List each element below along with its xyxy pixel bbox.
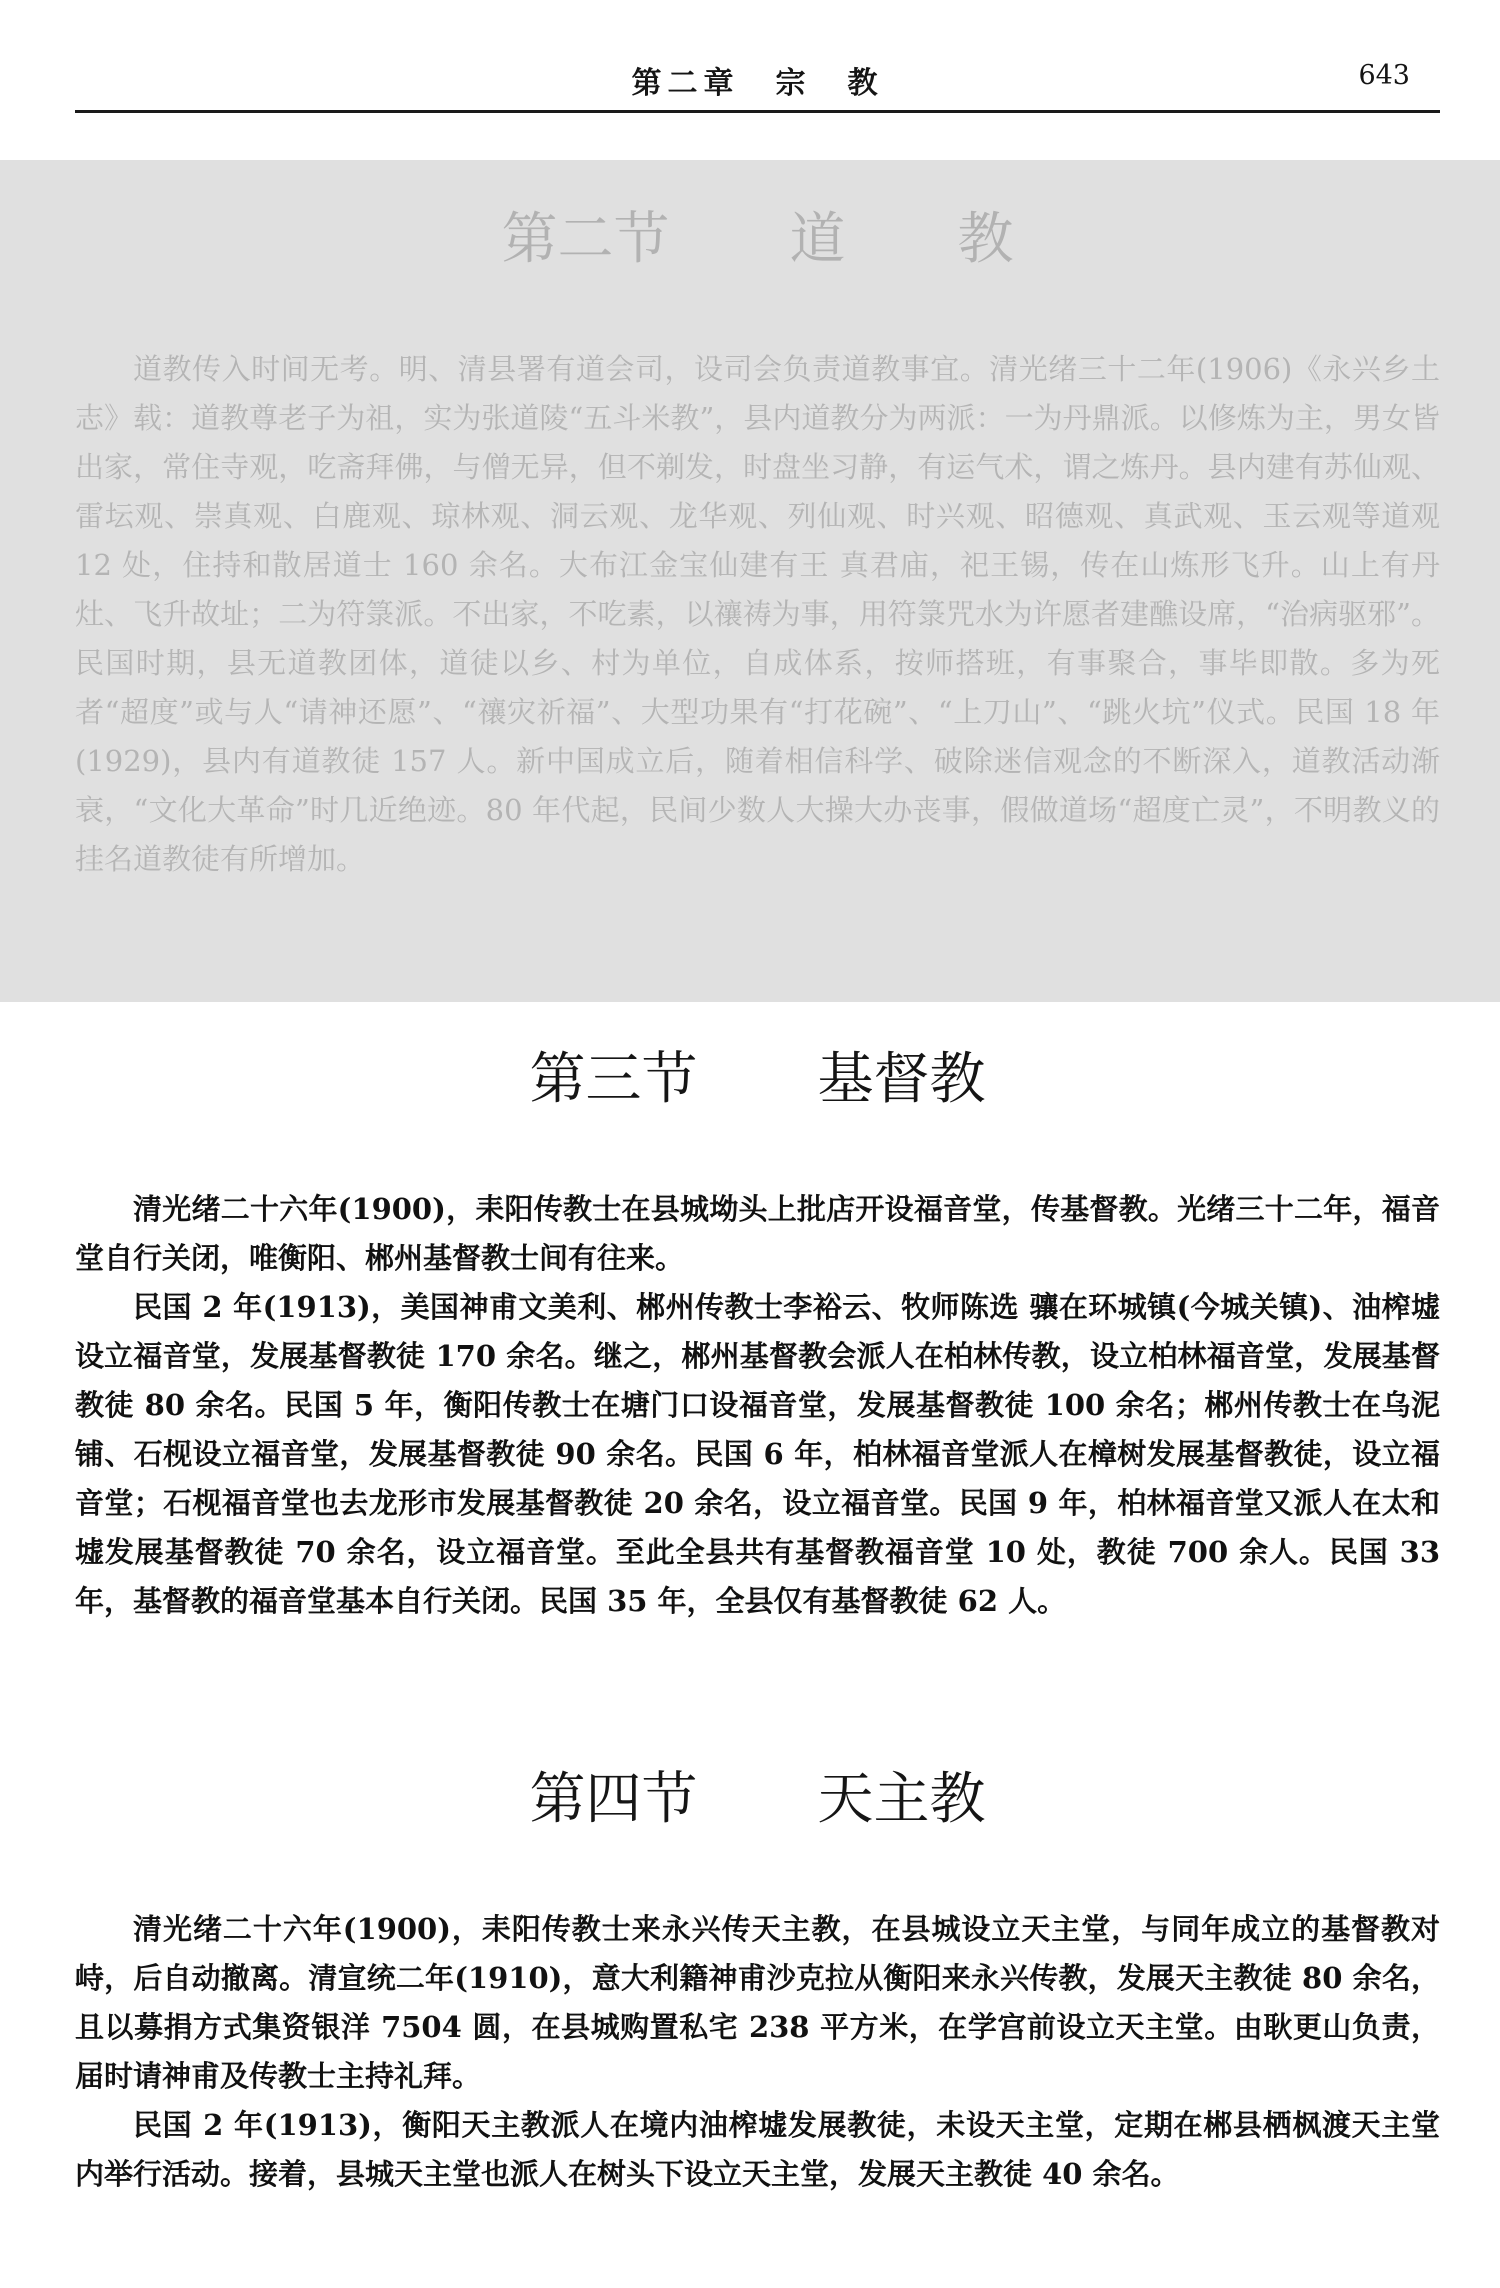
paragraph: 清光绪二十六年(1900)，耒阳传教士来永兴传天主教，在县城设立天主堂，与同年成立的基督教对峙，后自动撤离。清宣统二年(1910)，意大利籍神甫沙克拉从衡阳来永兴传教，发展天主教徒 80 余名，且以募捐方式集资银洋 7504 圆，在县城购置私宅 238 平方米，在学宫前设立天主堂。由耿更山负责，届时请神甫及传教士主持礼拜。 <box>75 1912 1440 2093</box>
section-name: 基督教 <box>817 1047 986 1112</box>
paragraph: 民国 2 年(1913)，美国神甫文美利、郴州传教士李裕云、牧师陈选 骧在环城镇(今城关镇)、油榨墟设立福音堂，发展基督教徒 170 余名。继之，郴州基督教会派人在柏林传教，设立柏林福音堂，发展基督教徒 80 余名。民国 5 年，衡阳传教士在塘门口设福音堂，发展基督教徒 100 余名；郴州传教士在乌泥铺、石枧设立福音堂，发展基督教徒 90 余名。民国 6 年，柏林福音堂派人在樟树发展基督教徒，设立福音堂；石枧福音堂也去龙形市发展基督教徒 20 余名，设立福音堂。民国 9 年，柏林福音堂又派人在太和墟发展基督教徒 70 余名，设立福音堂。至此全县共有基督教福音堂 10 处，教徒 700 余人。民国 33 年，基督教的福音堂基本自行关闭。民国 35 年，全县仅有基督教徒 62 人。 <box>75 1290 1440 1618</box>
paragraph: 民国 2 年(1913)，衡阳天主教派人在境内油榨墟发展教徒，未设天主堂，定期在郴县栖枫渡天主堂内举行活动。接着，县城天主堂也派人在树头下设立天主堂，发展天主教徒 40 余名。 <box>75 2108 1440 2191</box>
section-name: 道 教 <box>789 207 1014 272</box>
section-number: 第四节 <box>529 1767 698 1832</box>
section-title <box>75 1760 1440 1840</box>
running-header <box>75 52 1440 113</box>
chapter-title: 第二章 宗 教 <box>631 66 884 101</box>
section-catholicism <box>75 1760 1440 2199</box>
page-number: 643 <box>1358 60 1410 91</box>
section-number: 第二节 <box>501 207 670 272</box>
section-taoism <box>75 200 1440 884</box>
section-name: 天主教 <box>817 1767 986 1832</box>
section-title <box>75 200 1440 280</box>
section-christianity <box>75 1040 1440 1626</box>
section-title <box>75 1040 1440 1120</box>
paragraph: 清光绪二十六年(1900)，耒阳传教士在县城坳头上批店开设福音堂，传基督教。光绪三十二年，福音堂自行关闭，唯衡阳、郴州基督教士间有往来。 <box>75 1192 1440 1275</box>
paragraph: 道教传入时间无考。明、清县署有道会司，设司会负责道教事宜。清光绪三十二年(1906)《永兴乡土志》载：道教尊老子为祖，实为张道陵“五斗米教”，县内道教分为两派：一为丹鼎派。以修炼为主，男女皆出家，常住寺观，吃斋拜佛，与僧无异，但不剃发，时盘坐习静，有运气术，谓之炼丹。县内建有苏仙观、雷坛观、崇真观、白鹿观、琼林观、洞云观、龙华观、列仙观、时兴观、昭德观、真武观、玉云观等道观 12 处，住持和散居道士 160 余名。大布江金宝仙建有王 真君庙，祀王锡，传在山炼形飞升。山上有丹灶、飞升故址；二为符箓派。不出家，不吃素，以禳祷为事，用符箓咒水为许愿者建醮设席，“治病驱邪”。民国时期，县无道教团体，道徒以乡、村为单位，自成体系，按师搭班，有事聚合，事毕即散。多为死者“超度”或与人“请神还愿”、“禳灾祈福”、大型功果有“打花碗”、“上刀山”、“跳火坑”仪式。民国 18 年(1929)，县内有道教徒 157 人。新中国成立后，随着相信科学、破除迷信观念的不断深入，道教活动渐衰，“文化大革命”时几近绝迹。80 年代起，民间少数人大操大办丧事，假做道场“超度亡灵”，不明教义的挂名道教徒有所增加。 <box>75 352 1440 876</box>
section-number: 第三节 <box>529 1047 698 1112</box>
